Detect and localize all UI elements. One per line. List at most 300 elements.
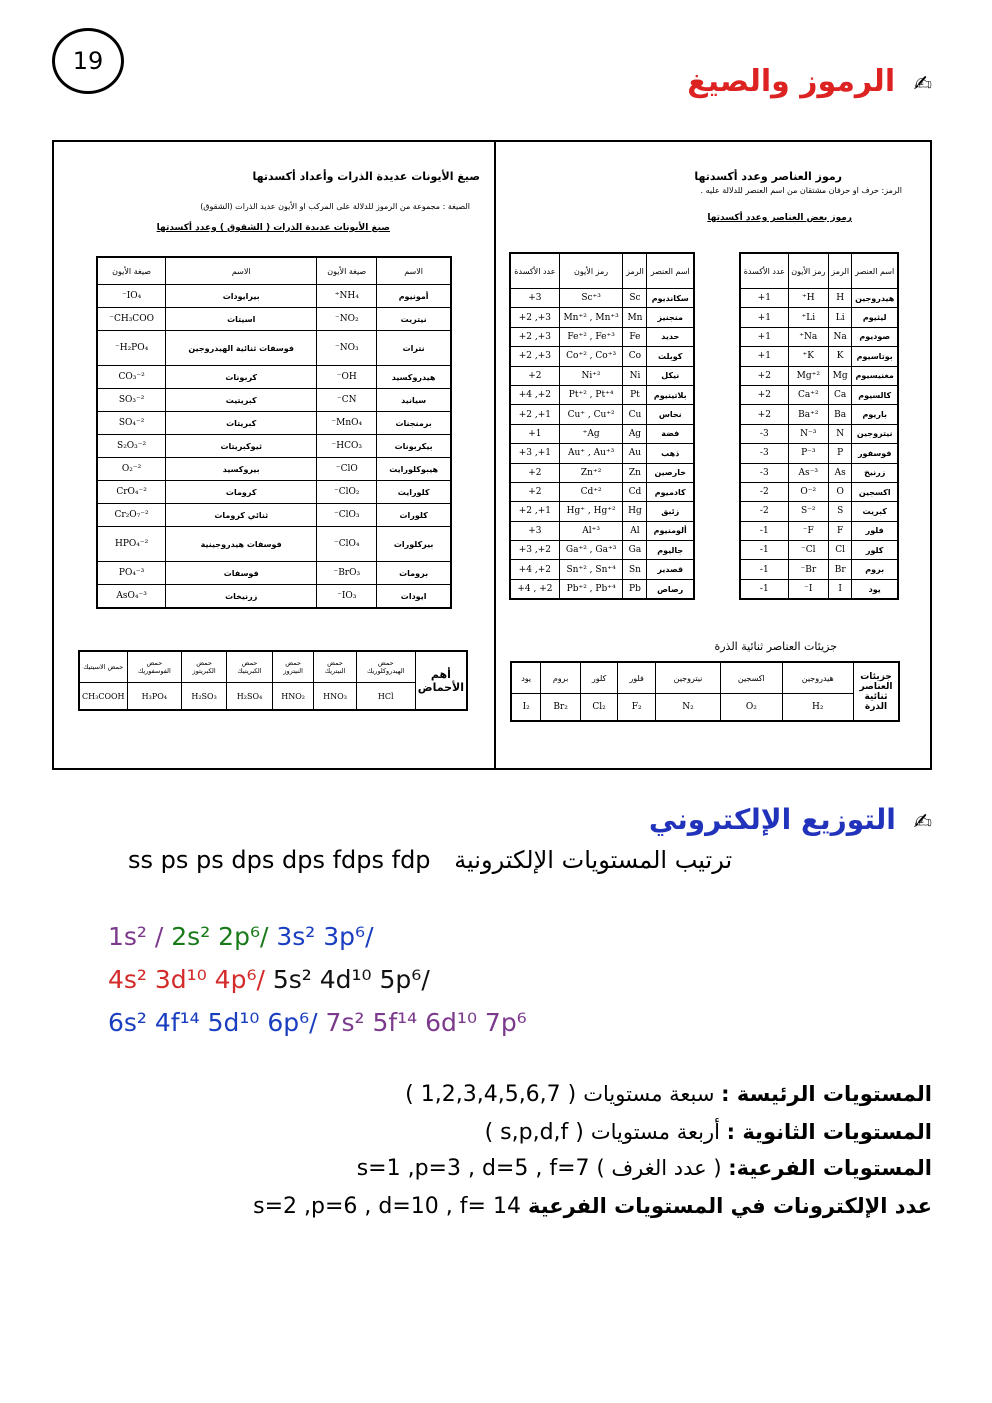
table-row	[740, 289, 898, 308]
table-cell: كبريتات	[166, 412, 317, 435]
table-row	[510, 308, 694, 327]
table-row	[740, 560, 898, 579]
sequence-label: ترتيب المستويات الإلكترونية	[454, 846, 733, 874]
table-row	[510, 482, 694, 501]
table-cell: Ga	[623, 541, 647, 560]
ions-table	[96, 256, 452, 609]
config-segment: 3s² 3p⁶	[276, 922, 366, 951]
acid-name: حمض الكبريتيك	[227, 651, 273, 683]
table-cell: كلورايت	[377, 481, 451, 504]
table-cell: H₂PO₄⁻	[97, 331, 166, 366]
table-cell: Ca	[828, 385, 851, 404]
table-cell: Mg	[828, 366, 851, 385]
table-row	[97, 389, 451, 412]
table-row	[97, 481, 451, 504]
table-cell: BrO₃⁻	[317, 562, 377, 585]
table-row	[740, 541, 898, 560]
table-cell: فلور	[852, 521, 898, 540]
table-cell: Pb	[623, 579, 647, 599]
table-cell: Zn⁺²	[559, 463, 623, 482]
config-line-1	[108, 922, 374, 951]
section-title-distribution	[649, 803, 932, 836]
table-cell: 2+	[510, 482, 559, 501]
table-row	[510, 521, 694, 540]
table-cell: Cr₂O₇⁻²	[97, 504, 166, 527]
table-cell: كلورات	[377, 504, 451, 527]
table-cell: منجنيز	[647, 308, 694, 327]
table-row	[740, 482, 898, 501]
table-cell: Ca⁺²	[788, 385, 828, 404]
info-label: المستويات الرئيسة :	[721, 1082, 932, 1106]
table-cell: CH₃COO⁻	[97, 308, 166, 331]
table-row	[510, 579, 694, 599]
table-cell: 1+, 3+	[510, 444, 559, 463]
table-row	[510, 366, 694, 385]
table-cell: I⁻	[788, 579, 828, 599]
table-cell: O⁻²	[788, 482, 828, 501]
acid-formula: H₃PO₄	[127, 683, 182, 711]
table-cell: Al⁺³	[559, 521, 623, 540]
diatomic-name: بروم	[541, 662, 581, 694]
table-cell: S₂O₃⁻²	[97, 435, 166, 458]
table-header: رمز الأيون	[788, 253, 828, 289]
table-row	[740, 405, 898, 424]
left-panel-subtitle: صيغ الأيونات عديدة الذرات ( الشقوق ) وعدد أكسدتها	[156, 223, 390, 233]
config-segment: 6s² 4f¹⁴ 5d¹⁰ 6p⁶	[108, 1008, 310, 1037]
table-cell: SO₃⁻²	[97, 389, 166, 412]
table-header: عدد الأكسدة	[510, 253, 559, 289]
table-cell: Cl	[828, 541, 851, 560]
right-panel-title: رموز العناصر وعدد أكسدتها	[694, 170, 842, 183]
table-cell: بلاتينيوم	[647, 385, 694, 404]
table-row	[740, 327, 898, 346]
table-cell: نيتريت	[377, 308, 451, 331]
diatomic-formula: I₂	[511, 694, 541, 722]
diatomic-name: يود	[511, 662, 541, 694]
title-distribution-text: التوزيع الإلكتروني	[648, 803, 896, 836]
table-cell: As⁻³	[788, 463, 828, 482]
table-cell: Al	[623, 521, 647, 540]
table-cell: Li	[828, 308, 851, 327]
table-cell: 2-	[740, 482, 788, 501]
info-sub-levels	[357, 1156, 932, 1181]
table-cell: بروم	[852, 560, 898, 579]
config-segment: 1s²	[108, 922, 147, 951]
table-cell: Mn⁺² , Mn⁺³	[559, 308, 623, 327]
table-cell: HPO₄⁻²	[97, 527, 166, 562]
table-cell: HCO₃⁻	[317, 435, 377, 458]
table-cell: 2-	[740, 502, 788, 521]
table-row	[510, 385, 694, 404]
table-cell: كبريت	[852, 502, 898, 521]
table-cell: 1-	[740, 579, 788, 599]
table-cell: فوسفور	[852, 444, 898, 463]
table-cell: Zn	[623, 463, 647, 482]
table-row	[740, 366, 898, 385]
table-cell: خارصين	[647, 463, 694, 482]
config-segment: 7s² 5f¹⁴ 6d¹⁰ 7p⁶	[325, 1008, 527, 1037]
info-value: ( 1,2,3,4,5,6,7 )	[405, 1082, 584, 1107]
table-cell: ثنائي كرومات	[166, 504, 317, 527]
info-label: عدد الإلكترونات في المستويات الفرعية	[527, 1194, 932, 1218]
table-cell: فوسفات ثنائية الهيدروجين	[166, 331, 317, 366]
table-row	[97, 458, 451, 481]
diatomic-name: هيدروجين	[782, 662, 853, 694]
table-header: الرمز	[623, 253, 647, 289]
config-segment: 2s² 2p⁶	[171, 922, 260, 951]
table-cell: Ni⁺²	[559, 366, 623, 385]
table-cell: Cu	[623, 405, 647, 424]
table-header-row	[510, 253, 694, 289]
table-cell: Sc	[623, 289, 647, 308]
table-cell: يود	[852, 579, 898, 599]
table-cell: حديد	[647, 327, 694, 346]
table-cell: فوسفات	[166, 562, 317, 585]
acid-name: حمض النيتروز	[272, 651, 313, 683]
table-cell: 2+, 3+	[510, 541, 559, 560]
table-cell: 1+	[510, 424, 559, 443]
table-row	[97, 562, 451, 585]
table-cell: Hg	[623, 502, 647, 521]
table-cell: باريوم	[852, 405, 898, 424]
table-cell: بيركلورات	[377, 527, 451, 562]
table-cell: سيانيد	[377, 389, 451, 412]
table-cell: N	[828, 424, 851, 443]
table-cell: 3-	[740, 424, 788, 443]
table-row	[740, 521, 898, 540]
acid-formula: HNO₃	[314, 683, 356, 711]
table-cell: ألومنيوم	[647, 521, 694, 540]
table-cell: 1-	[740, 521, 788, 540]
acids-table	[78, 650, 468, 711]
table-cell: فضة	[647, 424, 694, 443]
table-cell: زرنيخات	[166, 585, 317, 609]
table-cell: 3+, 2+	[510, 347, 559, 366]
table-cell: مغنيسيوم	[852, 366, 898, 385]
table-cell: زرنيخ	[852, 463, 898, 482]
right-panel-note: الرمز: حرف او حرفان مشتقان من اسم العنصر للدلالة عليه .	[700, 186, 902, 195]
table-cell: بوتاسيوم	[852, 347, 898, 366]
panel-divider	[494, 140, 496, 770]
table-row	[97, 308, 451, 331]
info-text: أربعة مستويات	[590, 1120, 727, 1144]
diatomic-formula: N₂	[655, 694, 720, 722]
table-cell: ايودات	[377, 585, 451, 609]
info-secondary-levels	[485, 1120, 932, 1145]
table-cell: أمونيوم	[377, 285, 451, 308]
table-cell: IO₃⁻	[317, 585, 377, 609]
table-cell: NO₂⁻	[317, 308, 377, 331]
table-cell: بيروكسيد	[166, 458, 317, 481]
table-cell: Au	[623, 444, 647, 463]
table-header: رمز الأيون	[559, 253, 623, 289]
acid-formula: H₂SO₃	[182, 683, 227, 711]
table-cell: Ga⁺² , Ga⁺³	[559, 541, 623, 560]
table-cell: H⁺	[788, 289, 828, 308]
table-cell: F	[828, 521, 851, 540]
table-cell: O₂⁻²	[97, 458, 166, 481]
table-row	[740, 579, 898, 599]
table-cell: اسيتات	[166, 308, 317, 331]
table-cell: 2+	[740, 366, 788, 385]
acid-name: حمض الفوسفوريك	[127, 651, 182, 683]
table-cell: 1+	[740, 289, 788, 308]
table-cell: 3+, 2+	[510, 327, 559, 346]
table-cell: CrO₄⁻²	[97, 481, 166, 504]
table-cell: سكانديوم	[647, 289, 694, 308]
table-header: اسم العنصر	[647, 253, 694, 289]
table-cell: SO₄⁻²	[97, 412, 166, 435]
diatomic-name: نيتروجين	[655, 662, 720, 694]
table-cell: Sc⁺³	[559, 289, 623, 308]
table-cell: IO₄⁻	[97, 285, 166, 308]
diatomic-title: جزيئات العناصر ثنائية الذرة	[714, 640, 837, 653]
table-row	[740, 463, 898, 482]
table-cell: Cl⁻	[788, 541, 828, 560]
table-header-row	[97, 257, 451, 285]
config-segment: 5s² 4d¹⁰ 5p⁶	[272, 965, 422, 994]
table-row	[79, 651, 467, 683]
table-cell: 1-	[740, 560, 788, 579]
info-electron-counts	[253, 1194, 932, 1219]
diatomic-label: جزيئات العناصر ثنائية الذرة	[854, 662, 900, 721]
config-segment: /	[309, 1008, 326, 1037]
table-cell: زئبق	[647, 502, 694, 521]
table-cell: اكسجين	[852, 482, 898, 501]
diatomic-name: فلور	[618, 662, 656, 694]
table-cell: صوديوم	[852, 327, 898, 346]
table-cell: Co⁺² , Co⁺³	[559, 347, 623, 366]
acid-name: حمض النيتريك	[314, 651, 356, 683]
table-cell: Mn	[623, 308, 647, 327]
table-row	[97, 527, 451, 562]
table-cell: Cd	[623, 482, 647, 501]
table-cell: Mg⁺²	[788, 366, 828, 385]
table-cell: نترات	[377, 331, 451, 366]
table-cell: 1+	[740, 308, 788, 327]
diatomic-formula: Cl₂	[580, 694, 618, 722]
table-cell: Na	[828, 327, 851, 346]
table-row	[97, 412, 451, 435]
table-cell: Li⁺	[788, 308, 828, 327]
acid-name: حمض الاسيتيك	[79, 651, 127, 683]
diatomic-formula: F₂	[618, 694, 656, 722]
table-cell: كادميوم	[647, 482, 694, 501]
table-cell: P⁻³	[788, 444, 828, 463]
table-row	[510, 560, 694, 579]
table-cell: K	[828, 347, 851, 366]
table-cell: ClO₂⁻	[317, 481, 377, 504]
table-cell: Hg⁺ , Hg⁺²	[559, 502, 623, 521]
table-cell: 2+	[510, 463, 559, 482]
left-panel-title: صيغ الأيونات عديدة الذرات وأعداد أكسدتها	[252, 170, 480, 183]
page-number: 19	[72, 47, 104, 75]
table-cell: OH⁻	[317, 366, 377, 389]
table-cell: كوبلت	[647, 347, 694, 366]
table-cell: CO₃⁻²	[97, 366, 166, 389]
table-cell: AsO₄⁻³	[97, 585, 166, 609]
acid-formula: CH₃COOH	[79, 683, 127, 711]
table-row	[740, 424, 898, 443]
table-cell: 3+	[510, 289, 559, 308]
table-cell: Br⁻	[788, 560, 828, 579]
info-value: ( s,p,d,f )	[484, 1120, 591, 1145]
table-cell: ClO₄⁻	[317, 527, 377, 562]
config-segment: /	[146, 922, 172, 951]
table-cell: 1+	[740, 327, 788, 346]
table-cell: MnO₄⁻	[317, 412, 377, 435]
title-symbols-text: الرموز والصيغ	[687, 64, 896, 99]
table-cell: برمنجنات	[377, 412, 451, 435]
table-row	[97, 285, 451, 308]
table-cell: P	[828, 444, 851, 463]
pen-icon: ✍	[913, 810, 932, 835]
table-cell: 1+, 2+	[510, 502, 559, 521]
table-row	[79, 683, 467, 711]
config-segment: 4s² 3d¹⁰ 4p⁶	[108, 965, 257, 994]
info-label: المستويات الفرعية:	[728, 1156, 932, 1180]
table-cell: ClO₃⁻	[317, 504, 377, 527]
table-cell: Ba	[828, 405, 851, 424]
table-cell: O	[828, 482, 851, 501]
table-cell: 2+, 4+	[510, 560, 559, 579]
table-cell: Ag	[623, 424, 647, 443]
config-line-2	[108, 965, 430, 994]
table-cell: نيكل	[647, 366, 694, 385]
elements-table-a	[739, 252, 899, 600]
table-cell: Na⁺	[788, 327, 828, 346]
table-header: اسم العنصر	[852, 253, 898, 289]
table-row	[740, 308, 898, 327]
table-cell: Au⁺ , Au⁺³	[559, 444, 623, 463]
table-cell: S	[828, 502, 851, 521]
table-row	[511, 662, 899, 694]
section-title-symbols	[687, 64, 932, 99]
table-cell: برومات	[377, 562, 451, 585]
table-cell: Fe	[623, 327, 647, 346]
config-segment: /	[256, 965, 273, 994]
table-cell: نحاس	[647, 405, 694, 424]
right-panel-subtitle: رموز بعض العناصر وعدد أكسدتها	[707, 213, 852, 223]
table-cell: 2+	[510, 366, 559, 385]
table-header: عدد الأكسدة	[740, 253, 788, 289]
table-cell: F⁻	[788, 521, 828, 540]
table-cell: 2+ , 4+	[510, 579, 559, 599]
table-cell: كلور	[852, 541, 898, 560]
table-cell: هيدروكسيد	[377, 366, 451, 389]
table-row	[510, 444, 694, 463]
table-cell: 3+	[510, 521, 559, 540]
table-cell: قصدير	[647, 560, 694, 579]
info-text: سبعة مستويات	[583, 1082, 722, 1106]
table-cell: Co	[623, 347, 647, 366]
info-value: s=1 ,p=3 , d=5 , f=7	[356, 1156, 597, 1181]
table-cell: K⁺	[788, 347, 828, 366]
table-cell: رصاص	[647, 579, 694, 599]
table-header: الاسم	[166, 257, 317, 285]
table-cell: Br	[828, 560, 851, 579]
table-cell: بيرايودات	[166, 285, 317, 308]
page-number-badge	[52, 28, 124, 94]
table-cell: 2+	[740, 385, 788, 404]
table-cell: As	[828, 463, 851, 482]
table-row	[510, 347, 694, 366]
pen-icon: ✍	[913, 72, 932, 97]
table-cell: Cu⁺ , Cu⁺²	[559, 405, 623, 424]
table-row	[511, 694, 899, 722]
config-segment: /	[421, 965, 430, 994]
config-segment: /	[259, 922, 277, 951]
table-cell: 3-	[740, 463, 788, 482]
table-cell: ثيوكبريتات	[166, 435, 317, 458]
table-cell: بيكربونات	[377, 435, 451, 458]
table-cell: 2+	[740, 405, 788, 424]
table-cell: CN⁻	[317, 389, 377, 412]
info-label: المستويات الثانوية :	[726, 1120, 932, 1144]
table-cell: نيتروجين	[852, 424, 898, 443]
table-row	[740, 444, 898, 463]
diatomic-name: اكسجين	[721, 662, 782, 694]
table-cell: Ba⁺²	[788, 405, 828, 424]
table-header: الاسم	[377, 257, 451, 285]
diatomic-formula: O₂	[721, 694, 782, 722]
table-cell: Pt	[623, 385, 647, 404]
table-header: صيغة الأيون	[317, 257, 377, 285]
table-cell: جاليوم	[647, 541, 694, 560]
table-cell: كرومات	[166, 481, 317, 504]
diatomic-formula: Br₂	[541, 694, 581, 722]
table-cell: Pb⁺² , Pb⁺⁴	[559, 579, 623, 599]
table-row	[740, 502, 898, 521]
table-header-row	[740, 253, 898, 289]
table-cell: هيدروجين	[852, 289, 898, 308]
table-cell: 2+, 4+	[510, 385, 559, 404]
table-cell: Sn⁺² , Sn⁺⁴	[559, 560, 623, 579]
table-cell: كربونات	[166, 366, 317, 389]
table-row	[97, 435, 451, 458]
table-row	[97, 331, 451, 366]
table-cell: H	[828, 289, 851, 308]
table-cell: 3-	[740, 444, 788, 463]
table-row	[510, 327, 694, 346]
table-cell: NO₃⁻	[317, 331, 377, 366]
table-cell: ClO⁻	[317, 458, 377, 481]
table-cell: 1-	[740, 541, 788, 560]
table-cell: NH₄⁺	[317, 285, 377, 308]
table-cell: Fe⁺² , Fe⁺³	[559, 327, 623, 346]
table-row	[97, 585, 451, 609]
table-row	[510, 463, 694, 482]
elements-table-b	[509, 252, 695, 600]
table-row	[740, 385, 898, 404]
diatomic-name: كلور	[580, 662, 618, 694]
table-cell: I	[828, 579, 851, 599]
table-row	[510, 424, 694, 443]
table-cell: هيبوكلورايت	[377, 458, 451, 481]
table-cell: ذهب	[647, 444, 694, 463]
acid-formula: H₂SO₄	[227, 683, 273, 711]
table-cell: Sn	[623, 560, 647, 579]
info-main-levels	[405, 1082, 932, 1107]
table-row	[740, 347, 898, 366]
diatomic-table	[510, 661, 900, 722]
table-row	[510, 502, 694, 521]
acid-formula: HCl	[356, 683, 415, 711]
table-cell: N⁻³	[788, 424, 828, 443]
table-cell: Ag⁺	[559, 424, 623, 443]
table-cell: Pt⁺² , Pt⁺⁴	[559, 385, 623, 404]
table-cell: S⁻²	[788, 502, 828, 521]
